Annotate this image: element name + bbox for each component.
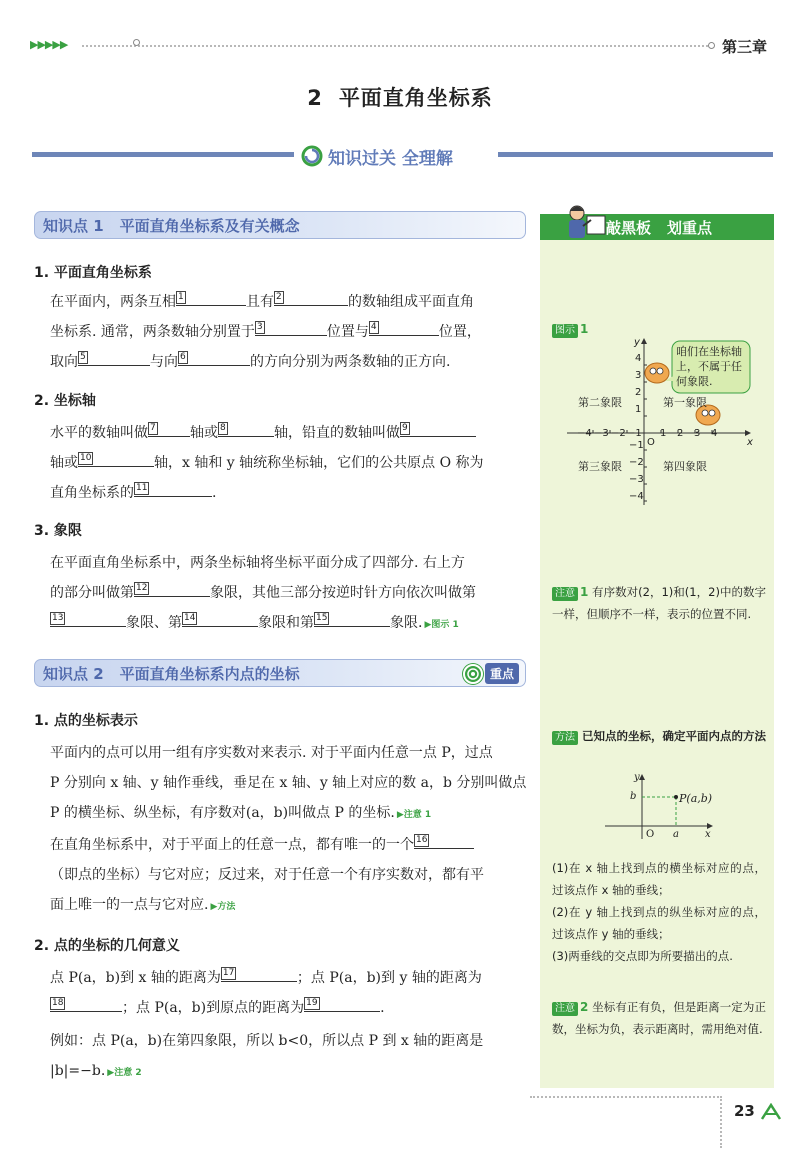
page-title [0,82,800,112]
note-2-tag: 注意 [552,1002,578,1016]
method-step-1: (1)在 x 轴上找到点的横坐标对应的点，过该点作 x 轴的垂线； [552,861,766,897]
blank-11[interactable]: 11 [134,481,212,497]
header-circle-right [708,42,715,49]
svg-text:−1: −1 [627,428,642,439]
blank-9[interactable]: 9 [400,421,476,437]
blank-6[interactable]: 6 [178,350,250,366]
figure-1-label: 图示 1 [552,318,588,338]
key-point-label: 重点 [485,663,519,684]
quadrant-3-label: 第三象限 [578,460,622,473]
svg-text:x: x [747,437,753,448]
blank-13[interactable]: 13 [50,611,126,627]
svg-text:−2: −2 [611,428,626,439]
svg-text:−2: −2 [629,457,644,468]
tick-x--4: −4 [577,428,592,439]
title-number: 2 [307,86,323,110]
note-1-tag: 注意 [552,587,578,601]
blank-16[interactable]: 16 [414,833,474,849]
banner-line-left [32,152,294,157]
subheading-point-coords: 1. 点的坐标表示 [34,713,138,729]
paragraph-example: 例如：点 P(a，b)在第四象限，所以 b<0，所以点 P 到 x 轴的距离是 |b|=−b. ▶注意 2 [50,1033,484,1079]
method-step-3: (3)两垂线的交点即为所要描出的点. [552,949,733,963]
chapter-label: 第三章 [722,38,768,56]
svg-text:O: O [647,437,655,448]
svg-text:−3: −3 [594,428,609,439]
blank-18[interactable]: 18 [50,996,122,1012]
svg-text:y: y [634,772,640,783]
section-2-title: 平面直角坐标系内点的坐标 [119,664,300,683]
blank-12[interactable]: 12 [134,581,210,597]
footer-divider [530,1096,722,1098]
svg-text:2: 2 [677,428,684,439]
subheading-quadrants: 3. 象限 [34,523,82,539]
subheading-geometric-meaning: 2. 点的坐标的几何意义 [34,938,180,954]
banner-text: 知识过关 全理解 [328,148,453,169]
svg-text:x: x [705,829,711,840]
refresh-swirl-icon [300,144,324,168]
section-2-bar [34,659,526,687]
ref-figure-1[interactable]: ▶图示 1 [424,620,459,630]
section-1-key: 知识点 1 [43,216,104,235]
section-2-key: 知识点 2 [43,664,104,683]
banner-line-right [498,152,773,157]
bean-character-icon [645,363,669,383]
svg-text:O: O [646,829,655,840]
svg-text:4: 4 [635,353,642,364]
section-1-title: 平面直角坐标系及有关概念 [119,216,300,235]
svg-text:4: 4 [711,428,718,439]
paragraph-geometric-meaning: 点 P(a，b)到 x 轴的距离为 17 ；点 P(a，b)到 y 轴的距离为 18 ；点 P(a，b)到原点的距离为 19 . [50,968,482,1016]
target-icon [463,664,483,684]
method-step-2: (2)在 y 轴上找到点的纵坐标对应的点，过该点作 y 轴的垂线； [552,905,766,941]
blank-17[interactable]: 17 [221,966,297,982]
note-2-text: 注意 2 坐标有正有负，但是距离一定为正数，坐标为负，表示距离时，需用绝对值. [552,1000,767,1036]
method-tag: 方法 [552,731,578,745]
footer-divider-vertical [720,1096,722,1148]
ref-note-1[interactable]: ▶注意 1 [396,810,432,820]
ref-method[interactable]: ▶方法 [210,902,236,912]
svg-text:−4: −4 [629,491,644,502]
sidebar-header-2: 划重点 [667,218,713,237]
subheading-coordinate-system: 1. 平面直角坐标系 [34,265,152,281]
svg-text:a: a [673,829,679,840]
svg-text:−1: −1 [629,440,644,451]
blank-1[interactable]: 1 [176,290,246,306]
paragraph-quadrants: 在平面直角坐标系中，两条坐标轴将坐标平面分成了四部分. 右上方 的部分叫做第 12 象限，其他三部分按逆时针方向依次叫做第 13 象限、第 14 象限和第 15 象限. ▶图示 1 [50,555,476,631]
subheading-axes: 2. 坐标轴 [34,393,96,409]
teacher-icon [565,204,609,244]
section-banner [300,142,496,170]
quadrant-2-label: 第二象限 [578,396,622,409]
key-point-badge [463,663,519,684]
blank-14[interactable]: 14 [182,611,258,627]
paragraph-axes: 水平的数轴叫做 7 轴或 8 轴，铅直的数轴叫做 9 轴或 10 轴，x 轴和 y 轴统称坐标轴，它们的公共原点 O 称为 直角坐标系的 11 . [50,423,484,501]
point-p-label: P(a,b) [679,792,713,805]
blank-15[interactable]: 15 [314,611,390,627]
ref-note-2[interactable]: ▶注意 2 [107,1068,142,1078]
quadrant-1-label: 第一象限 [663,396,707,409]
sidebar-header-1: 敲黑板 [606,218,652,237]
svg-text:2: 2 [635,387,642,398]
figure-tag: 图示 [552,324,578,338]
section-1-bar [34,211,526,239]
speech-bubble-text: 咱们在坐标轴上，不属于任何象限. [676,345,742,388]
blank-3[interactable]: 3 [255,320,327,336]
paragraph-point-coords: 平面内的点可以用一组有序实数对来表示. 对于平面内任意一点 P，过点 P 分别向 x 轴、y 轴作垂线，垂足在 x 轴、y 轴上对应的数 a，b 分别叫做点 P 的横坐标、纵坐标，有序数对(a，b)叫做点 P 的坐标. ▶注意 1 在直角坐标系中，对于平面上的任意一点，都有唯一的一个 16 （即点的坐标）与它对应；反过来，对于任意一个有序实数对，都有平 面上唯一的一点与它对应. ▶方法 [50,745,527,913]
svg-text:1: 1 [635,404,642,415]
page-number: 23 [734,1102,782,1121]
header-circle-left [133,39,140,46]
blank-19[interactable]: 19 [304,996,380,1012]
svg-text:y: y [634,337,640,348]
pencil-logo-icon [760,1103,782,1121]
blank-2[interactable]: 2 [274,290,348,306]
svg-text:−3: −3 [629,474,644,485]
blank-7[interactable]: 7 [148,421,190,437]
method-steps [552,857,766,967]
title-text: 平面直角坐标系 [338,86,493,110]
paragraph-coordinate-system: 在平面内，两条互相 1 且有 2 的数轴组成平面直角 坐标系. 通常，两条数轴分别置于 3 位置与 4 位置， 取向 5 与向 6 的方向分别为两条数轴的正方向. [50,292,481,370]
blank-8[interactable]: 8 [218,421,274,437]
blank-4[interactable]: 4 [369,320,439,336]
blank-10[interactable]: 10 [78,451,154,467]
header-divider [82,45,708,47]
header-arrows: ▶▶▶▶▶ [30,38,68,51]
point-plot-figure [600,771,720,841]
blank-5[interactable]: 5 [78,350,150,366]
svg-text:1: 1 [660,428,667,439]
quadrant-4-label: 第四象限 [663,460,707,473]
note-1-text: 注意 1 有序数对(2，1)和(1，2)中的数字一样，但顺序不一样，表示的位置不同. [552,585,767,621]
svg-text:3: 3 [694,428,701,439]
method-title: 方法 已知点的坐标，确定平面内点的方法 [552,725,766,747]
svg-text:3: 3 [635,370,642,381]
svg-text:b: b [630,791,637,802]
